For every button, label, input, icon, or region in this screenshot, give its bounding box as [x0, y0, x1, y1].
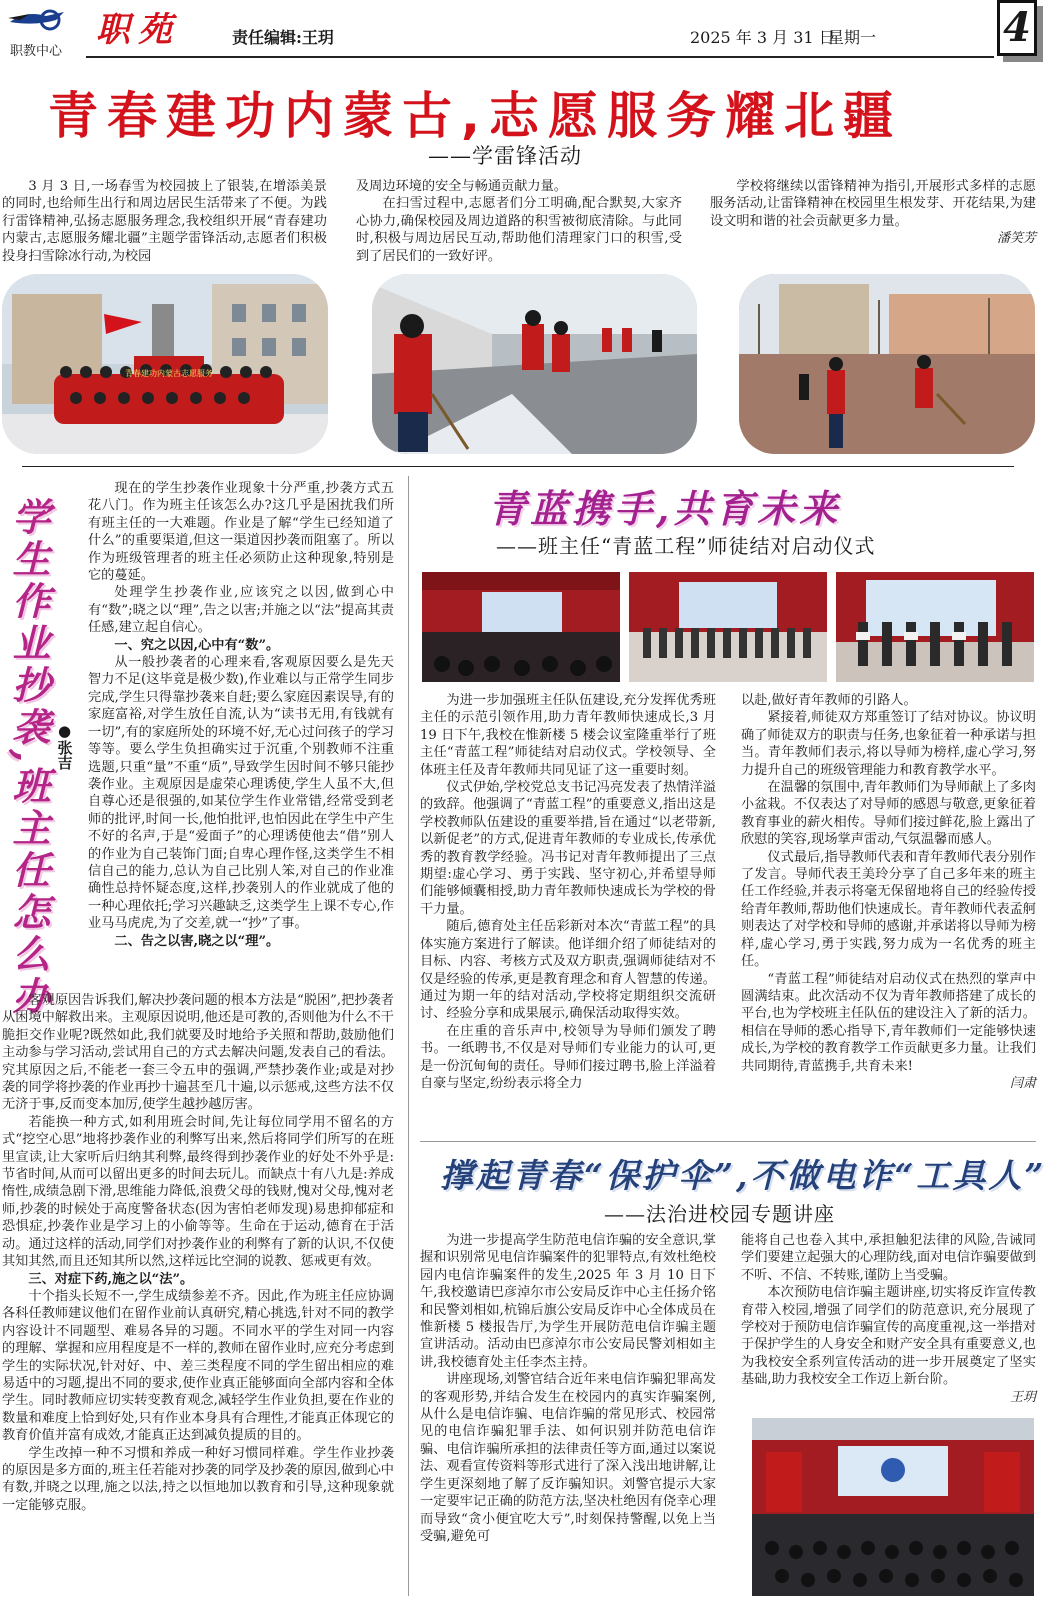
- page-number: 4: [1003, 4, 1031, 51]
- article1-col2: [356, 178, 682, 265]
- page-number-box: [997, 0, 1037, 56]
- article2-p3: 若能换一种方式,如利用班会时间,先让每位同学用不留名的方式“挖空心思”地将抄袭作业的利弊写出来,然后将同学们所写的在班里宣读,让大家听后归纳其利弊,最终得到抄袭作业的好处不外乎是:节省时间,从而可以留出更多的时间去玩儿。而缺点十有八九是:养成惰性,成绩急剧下滑,思维能力降低,浪费父母的钱财,愧对父母,愧对老师,抄袭的时候处于高度警备状态(因为害怕老师发现)易患抑郁症和恐惧症,抄袭作业是学习上的小偷等等。生命在于运动,德育在于活动。通过这样的活动,同学们对抄袭作业的利弊有了新的认识,不仅使其知其然,而且还知其所以然,这样远比空洞的说教、惩戒更有效。: [2, 1114, 394, 1270]
- article2-heading1: 一、究之以因,心中有“数”。: [114, 637, 280, 653]
- article3-col1: [420, 692, 716, 1092]
- article2-top: [88, 480, 394, 950]
- article3-col2: [741, 692, 1036, 1092]
- column-name: 职苑: [96, 10, 180, 50]
- article1-col1: 3 月 3 日,一场春雪为校园披上了银装,在增添美景的同时,也给师生出行和周边居民生活带来了不便。为践行雷锋精神,弘扬志愿服务理念,我校组织开展“青春建功内蒙古,志愿服务耀北疆”主题学雷锋活动,志愿者们积极投身扫雪除冰行动,为校园: [2, 179, 327, 264]
- article2-author: [55, 722, 73, 774]
- article4-col1-p2: 讲座现场,刘警官结合近年来电信诈骗犯罪高发的客观形势,并结合发生在校园内的真实诈骗案例,从什么是电信诈骗、电信诈骗的常见形式、校园常见的电信诈骗犯罪手法、如何识别并防范电信诈骗、电信诈骗所承担的法律责任等方面,通过以案说法、观看宣传资料等形式进行了深入浅出地讲解,让学生更深刻地了解了反诈骗知识。刘警官提示大家一定要牢记正确的防范方法,坚决杜绝因有侥幸心理而导致“贪小便宜吃大亏”,时刻保持警醒,以免上当受骗,避免可: [420, 1372, 716, 1544]
- article1-subtitle: ——学雷锋活动: [428, 144, 582, 168]
- article3-title: 青蓝携手,共育未来: [488, 486, 842, 531]
- article2-p5: 学生改掉一种不习惯和养成一种好习惯同样难。学生作业抄袭的原因是多方面的,班主任若能对抄袭的同学及抄袭的原因,做到心中有数,并晓之以理,施之以法,持之以恒地加以教育和引导,这种现象就一定能够克服。: [2, 1445, 394, 1513]
- article3-subtitle: ——班主任“青蓝工程”师徒结对启动仪式: [496, 534, 876, 558]
- article2-p2: 客观原因告诉我们,解决抄袭问题的根本方法是“脱困”,把抄袭者从困境中解救出来。主观原因说明,他还是可教的,否则他为什么不干脆拒交作业呢?既然如此,我们就要及时地给予关照和帮助,鼓励他们主动参与学习活动,尝试用自己的方式去解决问题,发表自己的看法。究其原因之后,不能老一套三令五申的强调,严禁抄袭作业;或是对抄袭的同学将抄袭的作业再抄十遍甚至几十遍,以示惩戒,这些方法不仅无济于事,反而变本加厉,使学生越抄越厉害。: [2, 993, 394, 1113]
- article1-photo-yard: [739, 274, 1035, 454]
- school-logo-icon: [6, 4, 70, 34]
- article1-author: 潘笑芳: [996, 231, 1036, 247]
- article2-intro-p1: 现在的学生抄袭作业现象十分严重,抄袭方式五花八门。作为班主任该怎么办?这几乎是困扰我们所有班主任的一大难题。作业是了解“学生已经知道了什么”的重要渠道,但这一渠道因抄袭而阻塞了。所以作为班级管理者的班主任必须防止这种现象,特别是它的蔓延。: [88, 481, 394, 584]
- article2-p4: 十个指头长短不一,学生成绩参差不齐。因此,作为班主任应协调各科任教师建议他们在留作业前认真研究,精心挑选,针对不同的教学内容设计不同题型、难易各异的习题。不同水平的学生对同一内容的理解、掌握和应用程度是不一样的,教师在留作业时,应充分考虑到学生的实际状况,针对好、中、差三类程度不同的学生留出相应的难易适中的习题,提出不同的要求,使作业真正能够面向全部内容和全体学生。同时教师应切实转变教育观念,减轻学生作业负担,要在作业的数量和难度上恰到好处,只有作业本身具有合理性,才能真正体现它的教育价值并富有成效,才能真正达到减负提质的目的。: [2, 1288, 394, 1444]
- article2-author-text: ●张吉: [55, 722, 74, 770]
- article1-title: 青春建功内蒙古,志愿服务耀北疆: [48, 87, 902, 145]
- section-divider: [22, 466, 1014, 467]
- article4-col2-p1: 能将自己也卷入其中,承担触犯法律的风险,告诫同学们要建立起强大的心理防线,面对电信诈骗要做到不听、不信、不转账,谨防上当受骗。: [741, 1233, 1036, 1283]
- article3-photo-1: [422, 572, 620, 682]
- article3-photo-3: [836, 572, 1034, 682]
- article2-intro-p2: 处理学生抄袭作业,应该究之以因,做到心中有“数”;晓之以“理”,告之以害;并施之以“法”提高其责任感,建立起自信心。: [88, 585, 394, 636]
- article1-col2-p2: 在扫雪过程中,志愿者们分工明确,配合默契,大家齐心协力,确保校园及周边道路的积雪被彻底清除。与此同时,积极与周边居民互动,帮助他们清理家门口的积雪,受到了居民们的一致好评。: [356, 196, 682, 264]
- article4-author: 王玥: [1009, 1389, 1036, 1405]
- article4-col1-p1: 为进一步提高学生防范电信诈骗的安全意识,掌握和识别常见电信诈骗案件的犯罪特点,有效杜绝校园内电信诈骗案件的发生,2025 年 3 月 10 日下午,我校邀请巴彦淖尔市公安局反诈中心主任扬介铭和民警刘相如,杭锦后旗公安局反诈中心全体成员在惟新楼 5 楼报告厅,为学生开展防范电信诈骗主题宣讲活动。活动由巴彦淖尔市公安局民警刘相如主讲,我校德育处主任李杰主持。: [420, 1233, 716, 1370]
- article3-col2-p1: 以赴,做好青年教师的引路人。: [741, 693, 917, 708]
- article3-col1-p2: 仪式伊始,学校党总支书记冯亮发表了热情洋溢的致辞。他强调了“青蓝工程”的重要意义,指出这是学校教师队伍建设的重要举措,旨在通过“以老带新,以新促老”的方式,促进青年教师的专业成长,传承优秀的教育教学经验。冯书记对青年教师提出了三点期望:虚心学习、勇于实践、坚守初心,并希望导师们能够倾囊相授,助力青年教师快速成长为学校的骨干力量。: [420, 780, 716, 917]
- article4-col2: [741, 1232, 1036, 1406]
- article2-p1: 从一般抄袭者的心理来看,客观原因要么是先天智力不足(这毕竟是极少数),作业难以与正常学生同步完成,学生只得靠抄袭来自赶;要么家庭因素误导,有的家庭富裕,对学生放任自流,认为“读书无用,有钱就有一切”,有的家庭所处的环境不好,无心过问孩子的学习等等。要么学生负担确实过于沉重,个别教师不注重选题,只重“量”不重“质”,导致学生因时间不够只能抄袭作业。主观原因是虚荣心理诱使,学生人虽不大,但自尊心还是很强的,如某位学生作业常错,经常受到老师的批评,时间一长,他怕批评,也怕因此在学生中产生不好的名声,于是“爱面子”的心理诱使他去“借”别人的作业为自己装饰门面;自卑心理作怪,这类学生不相信自己的能力,总认为自己比别人笨,对自己的作业准确性总持怀疑态度,这样,抄袭别人的作业就成了他的一种心理依托;学习兴趣缺乏,这类学生上课不专心,作业马马虎虎,为了交差,就一“抄”了事。: [88, 655, 394, 932]
- article4-title: 撑起青春“保护伞”,不做电诈“工具人”: [440, 1156, 1047, 1195]
- article1-photo-banner: 青春建功内蒙古志愿服务: [125, 369, 213, 378]
- column-divider: [408, 476, 409, 1596]
- masthead: [0, 0, 1058, 62]
- article3-col2-p5: “青蓝工程”师徒结对启动仪式在热烈的掌声中圆满结束。此次活动不仅为青年教师搭建了成长的平台,也为学校班主任队伍的建设注入了新的活力。相信在导师的悉心指导下,青年教师们一定能够快速成长,为学校的教育教学工作贡献更多力量。让我们共同期待,青蓝携手,共育未来!: [741, 971, 1036, 1074]
- article3-col1-p1: 为进一步加强班主任队伍建设,充分发挥优秀班主任的示范引领作用,助力青年教师快速成长,3 月 19 日下午,我校在惟新楼 5 楼会议室隆重举行了班主任“青蓝工程”师徒结对启动仪式。学校领导、全体班主任及青年教师共同见证了这一重要时刻。: [420, 693, 716, 778]
- article4-col1: [420, 1232, 716, 1545]
- article4-subtitle: ——法治进校园专题讲座: [604, 1202, 835, 1226]
- article4-col2-p2: 本次预防电信诈骗主题讲座,切实将反诈宣传教育带入校园,增强了同学们的防范意识,充分展现了学校对于预防电信诈骗宣传的高度重视,这一举措对于保护学生的人身安全和财产安全具有重要意义,也为我校安全系列宣传活动的进一步开展奠定了坚实基础,助力我校安全工作迈上新台阶。: [741, 1285, 1036, 1388]
- issue-date: 2025 年 3 月 31 日: [690, 28, 835, 47]
- issue-weekday: 星期一: [828, 28, 877, 47]
- article1-col3: [710, 178, 1036, 248]
- editor-name: 责任编辑:王玥: [232, 28, 334, 47]
- article3-col1-p3: 随后,德育处主任岳彩新对本次“青蓝工程”的具体实施方案进行了解读。他详细介绍了师徒结对的目标、内容、考核方式及双方职责,强调师徒结对不仅是经验的传承,更是教育理念和育人智慧的传递。通过为期一年的结对活动,学校将定期组织交流研讨、经验分享和成果展示,确保活动取得实效。: [420, 919, 716, 1022]
- article2-title: [6, 497, 50, 1018]
- article2-bottom: [2, 992, 394, 1514]
- logo-text: 职教中心: [10, 44, 63, 59]
- article1-col2-p1: 及周边环境的安全与畅通贡献力量。: [356, 179, 567, 194]
- article3-photo-2: [629, 572, 827, 682]
- article3-col1-p4: 在庄重的音乐声中,校领导为导师们颁发了聘书。一纸聘书,不仅是对导师们专业能力的认可,更是一份沉甸甸的责任。导师们接过聘书,脸上洋溢着自豪与坚定,纷纷表示将全力: [420, 1023, 716, 1091]
- article2-heading3: 三、对症下药,施之以“法”。: [28, 1271, 194, 1287]
- header-rule: [86, 56, 994, 58]
- article3-author: 闫肃: [1009, 1075, 1036, 1091]
- article4-photo-lecture: [752, 1418, 1034, 1596]
- article-divider: [420, 1141, 1036, 1142]
- article1-col3-p1: 学校将继续以雷锋精神为指引,开展形式多样的志愿服务活动,让雷锋精神在校园里生根发芽、开花结果,为建设文明和谐的社会贡献更多力量。: [710, 179, 1036, 229]
- article3-col2-p3: 在温馨的氛围中,青年教师们为导师献上了多肉小盆栽。不仅表达了对导师的感恩与敬意,更象征着教育事业的薪火相传。导师们接过鲜花,脸上露出了欣慰的笑容,现场掌声雷动,气氛温馨而感人。: [741, 780, 1036, 848]
- article2-heading2: 二、告之以害,晓之以“理”。: [114, 933, 280, 949]
- article2-title-text: 学生作业抄袭,班主任怎么办: [6, 497, 51, 1019]
- article1-photo-group: [2, 274, 328, 454]
- article3-col2-p2: 紧接着,师徒双方郑重签订了结对协议。协议明确了师徒双方的职责与任务,也象征着一种承诺与担当。青年教师们表示,将以导师为榜样,虚心学习,努力提升自己的班级管理能力和教育教学水平。: [741, 710, 1036, 778]
- article3-col2-p4: 仪式最后,指导教师代表和青年教师代表分别作了发言。导师代表王美玲分享了自己多年来的班主任工作经验,并表示将毫无保留地将自己的经验传授给青年教师,帮助他们快速成长。青年教师代表孟舸则表达了对学校和导师的感谢,并承诺将以导师为榜样,虚心学习,勇于实践,努力成为一名优秀的班主任。: [741, 849, 1036, 970]
- article1-photo-sweeping: [372, 274, 697, 454]
